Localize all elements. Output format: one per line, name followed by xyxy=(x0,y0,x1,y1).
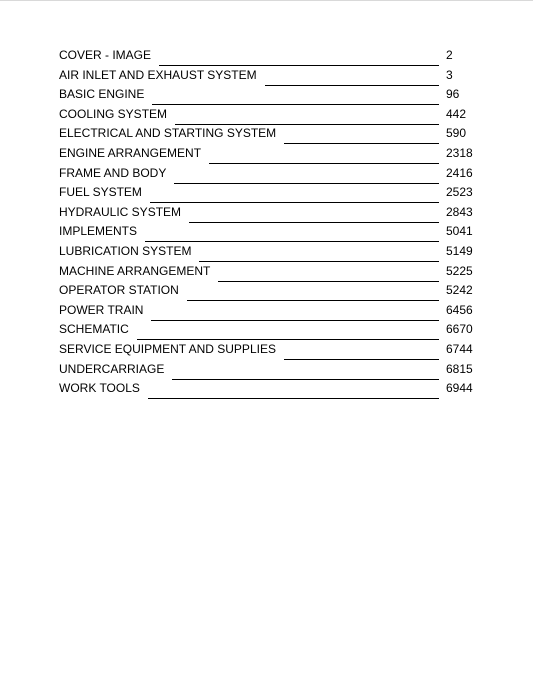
toc-entry-page: 2523 xyxy=(446,185,473,200)
toc-entry-frame-and-body[interactable] xyxy=(59,166,479,186)
toc-entry-implements[interactable] xyxy=(59,224,479,244)
toc-entry-work-tools[interactable] xyxy=(59,381,479,401)
toc-leader-line xyxy=(218,281,439,282)
toc-entry-title: LUBRICATION SYSTEM xyxy=(59,243,192,258)
toc-entry-service-equipment-and-supplies[interactable] xyxy=(59,342,479,362)
toc-leader-line xyxy=(209,163,439,164)
toc-entry-title: HYDRAULIC SYSTEM xyxy=(59,204,182,219)
toc-leader-line xyxy=(265,85,439,86)
toc-entry-title: BASIC ENGINE xyxy=(59,87,145,102)
toc-entry-title: SCHEMATIC xyxy=(59,322,129,337)
toc-entry-title: FUEL SYSTEM xyxy=(59,185,142,200)
toc-entry-operator-station[interactable] xyxy=(59,283,479,303)
toc-entry-page: 590 xyxy=(446,126,467,141)
toc-entry-title: UNDERCARRIAGE xyxy=(59,361,165,376)
toc-leader-line xyxy=(284,359,439,360)
toc-entry-page: 3 xyxy=(446,67,453,82)
toc-entry-title: COOLING SYSTEM xyxy=(59,106,168,121)
toc-entry-page: 6944 xyxy=(446,381,473,396)
toc-leader-line xyxy=(151,320,439,321)
toc-entry-title: IMPLEMENTS xyxy=(59,224,138,239)
toc-leader-line xyxy=(150,202,439,203)
toc-entry-basic-engine[interactable] xyxy=(59,87,479,107)
toc-entry-cooling-system[interactable] xyxy=(59,107,479,127)
toc-entry-undercarriage[interactable] xyxy=(59,362,479,382)
table-of-contents xyxy=(59,48,479,401)
toc-leader-line xyxy=(174,183,439,184)
toc-leader-line xyxy=(159,65,439,66)
toc-entry-title: ELECTRICAL AND STARTING SYSTEM xyxy=(59,126,277,141)
toc-leader-line xyxy=(148,398,439,399)
toc-entry-air-inlet-and-exhaust-system[interactable] xyxy=(59,68,479,88)
toc-entry-title: AIR INLET AND EXHAUST SYSTEM xyxy=(59,67,257,82)
toc-entry-cover-image[interactable] xyxy=(59,48,479,68)
toc-entry-title: MACHINE ARRANGEMENT xyxy=(59,263,211,278)
toc-entry-machine-arrangement[interactable] xyxy=(59,264,479,284)
toc-entry-power-train[interactable] xyxy=(59,303,479,323)
toc-entry-title: FRAME AND BODY xyxy=(59,165,167,180)
toc-leader-line xyxy=(145,241,439,242)
toc-entry-schematic[interactable] xyxy=(59,322,479,342)
toc-entry-engine-arrangement[interactable] xyxy=(59,146,479,166)
toc-entry-page: 2416 xyxy=(446,165,473,180)
toc-entry-page: 6744 xyxy=(446,341,473,356)
toc-leader-line xyxy=(172,379,439,380)
toc-entry-title: SERVICE EQUIPMENT AND SUPPLIES xyxy=(59,341,276,356)
toc-entry-fuel-system[interactable] xyxy=(59,185,479,205)
toc-leader-line xyxy=(284,143,439,144)
page-top-border xyxy=(0,0,533,1)
toc-entry-page: 96 xyxy=(446,87,460,102)
toc-entry-title: COVER - IMAGE xyxy=(59,48,152,62)
toc-entry-title: OPERATOR STATION xyxy=(59,283,179,298)
toc-entry-page: 5041 xyxy=(446,224,473,239)
toc-entry-page: 5225 xyxy=(446,263,473,278)
toc-leader-line xyxy=(152,104,439,105)
toc-entry-page: 2843 xyxy=(446,204,473,219)
toc-entry-hydraulic-system[interactable] xyxy=(59,205,479,225)
toc-entry-page: 5149 xyxy=(446,243,473,258)
toc-entry-page: 6456 xyxy=(446,302,473,317)
toc-leader-line xyxy=(137,339,439,340)
toc-leader-line xyxy=(187,300,439,301)
toc-leader-line xyxy=(189,222,439,223)
toc-entry-title: WORK TOOLS xyxy=(59,381,140,396)
toc-entry-page: 6815 xyxy=(446,361,473,376)
toc-leader-line xyxy=(199,261,439,262)
toc-entry-page: 2 xyxy=(446,48,453,62)
toc-entry-page: 442 xyxy=(446,106,467,121)
toc-entry-title: ENGINE ARRANGEMENT xyxy=(59,145,202,160)
toc-entry-page: 2318 xyxy=(446,145,473,160)
toc-entry-lubrication-system[interactable] xyxy=(59,244,479,264)
toc-leader-line xyxy=(175,124,439,125)
toc-entry-page: 6670 xyxy=(446,322,473,337)
toc-entry-page: 5242 xyxy=(446,283,473,298)
toc-entry-electrical-and-starting-system[interactable] xyxy=(59,126,479,146)
toc-entry-title: POWER TRAIN xyxy=(59,302,144,317)
